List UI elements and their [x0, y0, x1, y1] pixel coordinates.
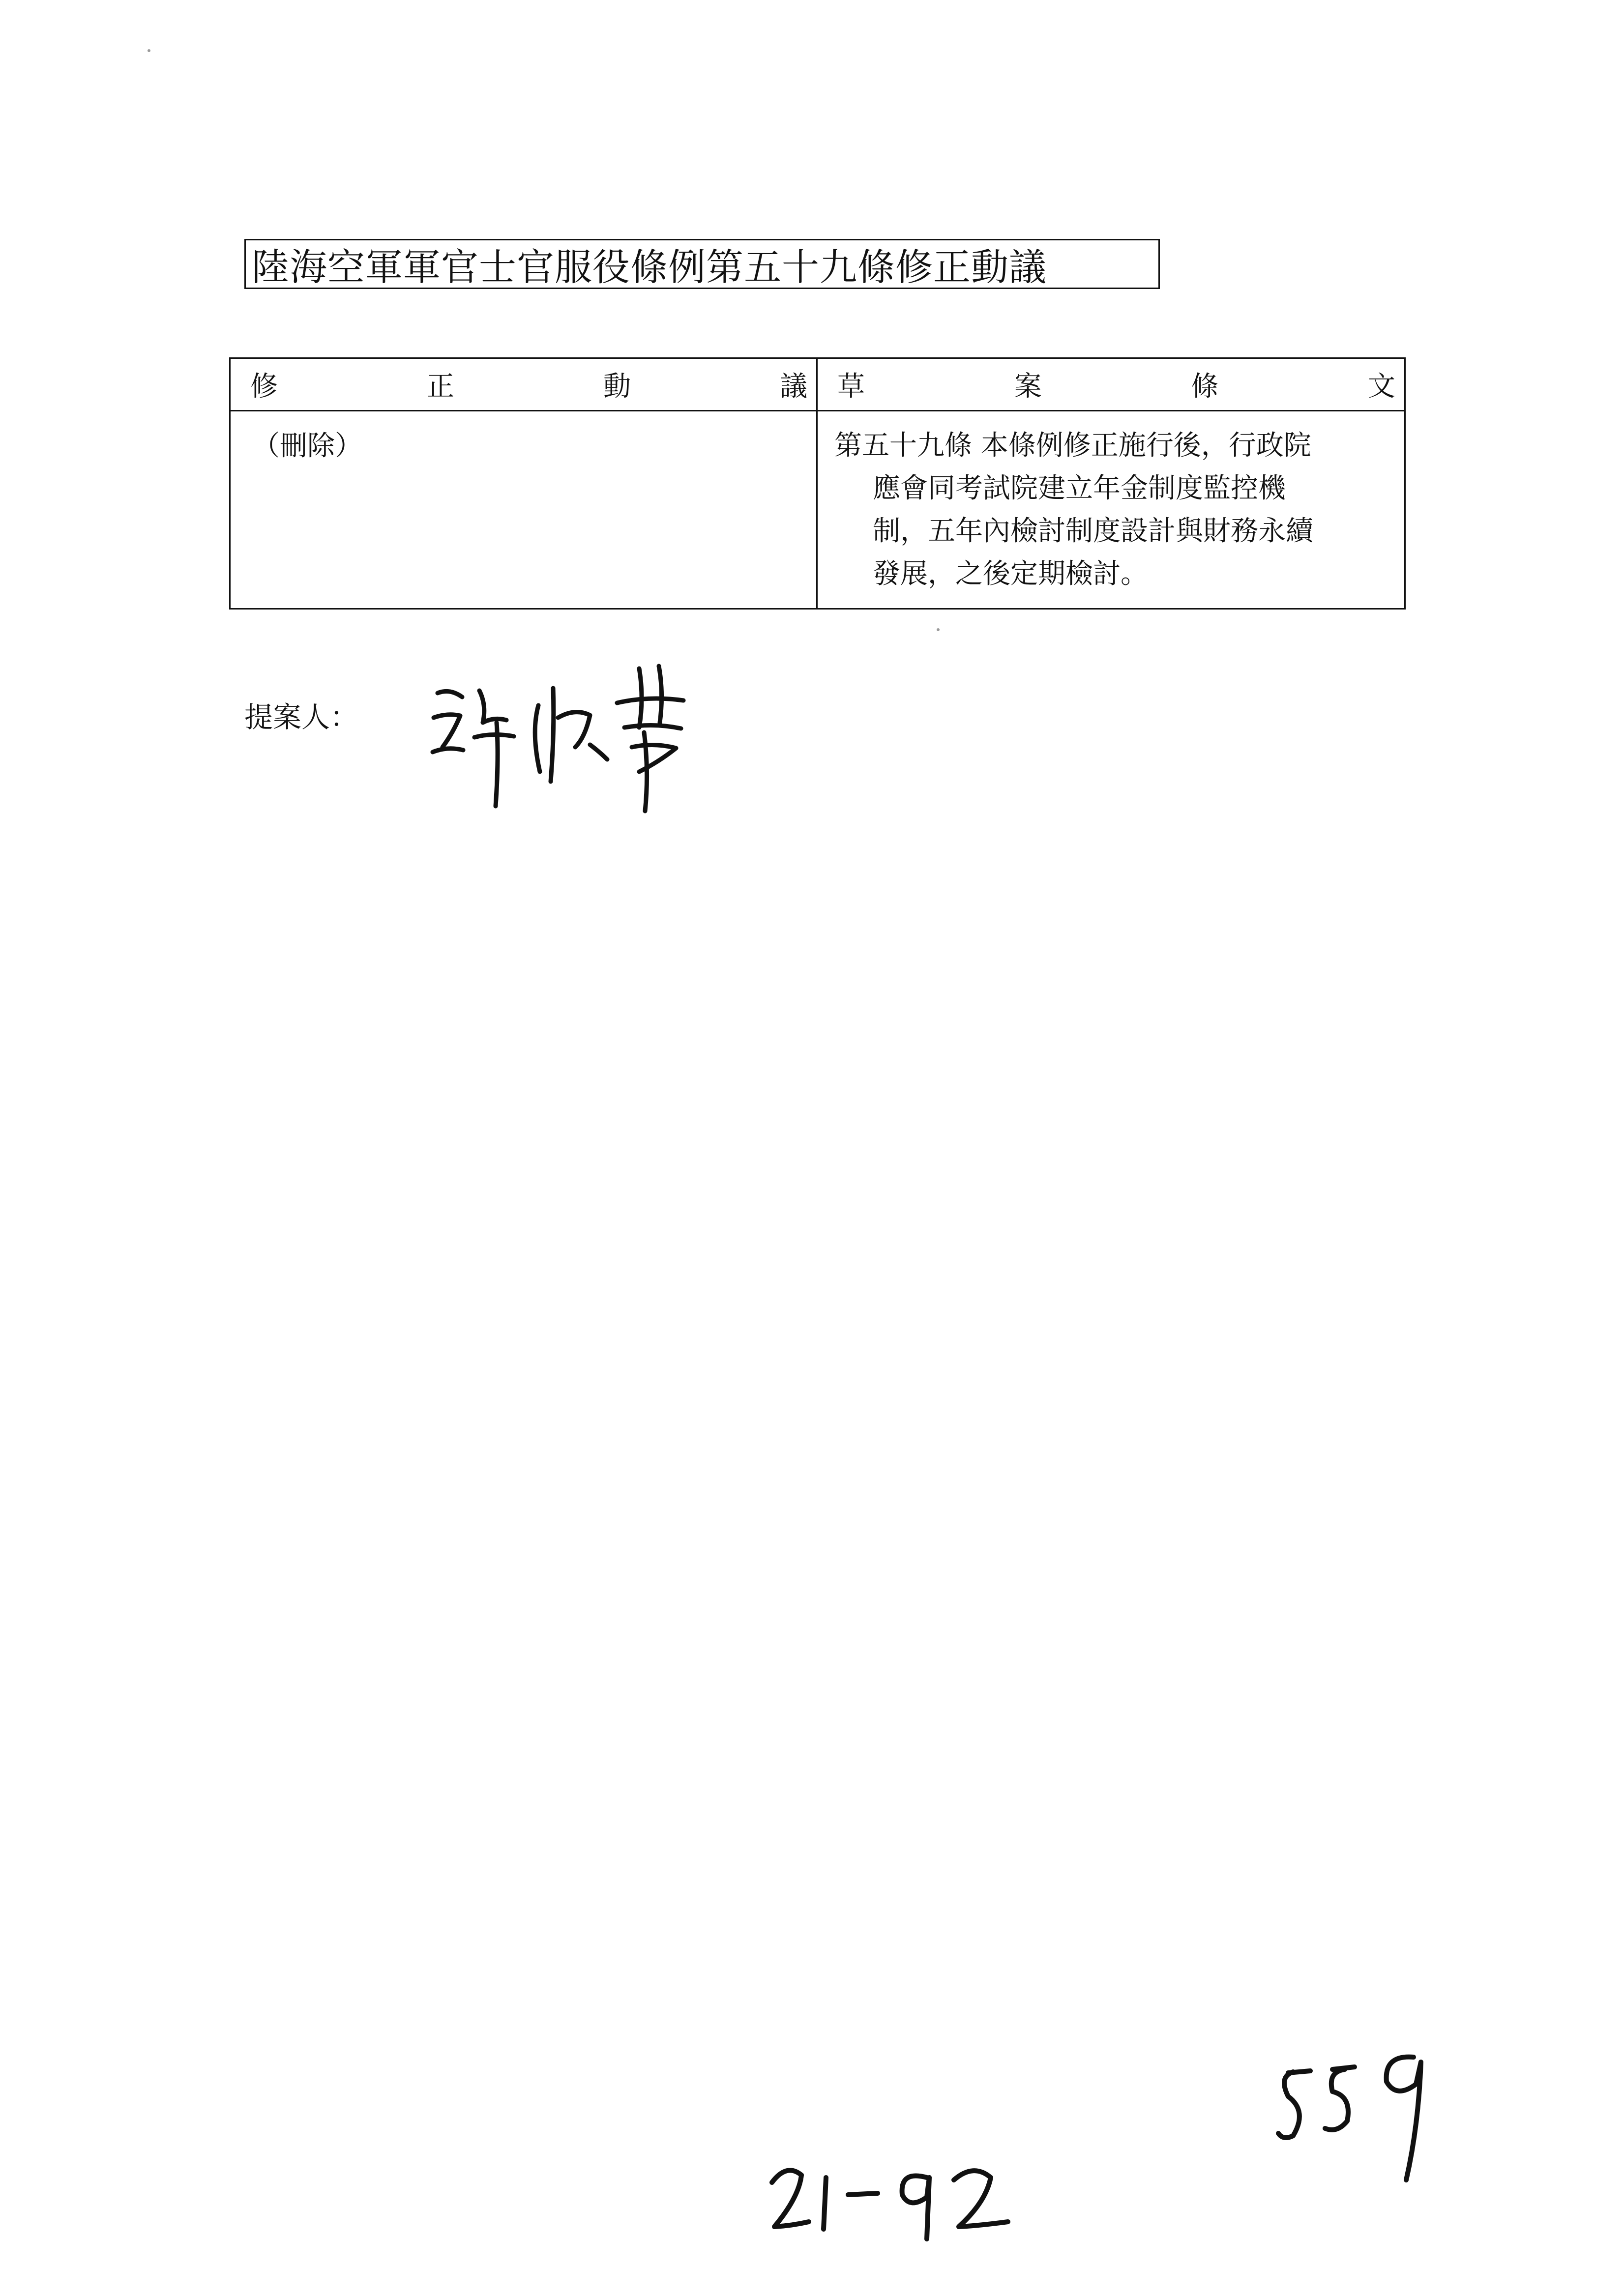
handwritten-signature: [428, 659, 733, 816]
scan-speck: [937, 628, 940, 631]
header-char: 議: [780, 371, 807, 403]
scan-speck: [148, 49, 150, 52]
header-char: 案: [1014, 371, 1042, 403]
header-char: 修: [250, 371, 278, 403]
proposer-label: 提案人：: [244, 700, 359, 734]
handwritten-page-number: [1273, 2042, 1450, 2190]
document-title: 陸海空軍軍官士官服役條例第五十九條修正動議: [244, 239, 1160, 289]
article-line: 第五十九條 本條例修正施行後，行政院: [834, 430, 1311, 462]
header-char: 正: [427, 371, 454, 403]
deletion-text: （刪除）: [252, 430, 362, 462]
amendment-cell: [230, 411, 817, 609]
header-draft-article: [817, 358, 1405, 411]
header-char: 文: [1367, 371, 1395, 403]
header-amendment-motion: [230, 358, 817, 411]
handwritten-code: [762, 2148, 1018, 2246]
article-text: [818, 411, 1404, 595]
article-line: 應會同考試院建立年金制度監控機: [873, 472, 1286, 504]
amendment-table: [229, 357, 1406, 610]
header-char: 草: [837, 371, 865, 403]
header-char: 條: [1191, 371, 1219, 403]
article-line: 制，五年內檢討制度設計與財務永續: [873, 515, 1313, 547]
table-body-row: [230, 411, 1405, 609]
draft-article-cell: [817, 411, 1405, 609]
header-char: 動: [603, 371, 631, 403]
article-line: 發展，之後定期檢討。: [873, 558, 1148, 590]
table-header-row: [230, 358, 1405, 411]
